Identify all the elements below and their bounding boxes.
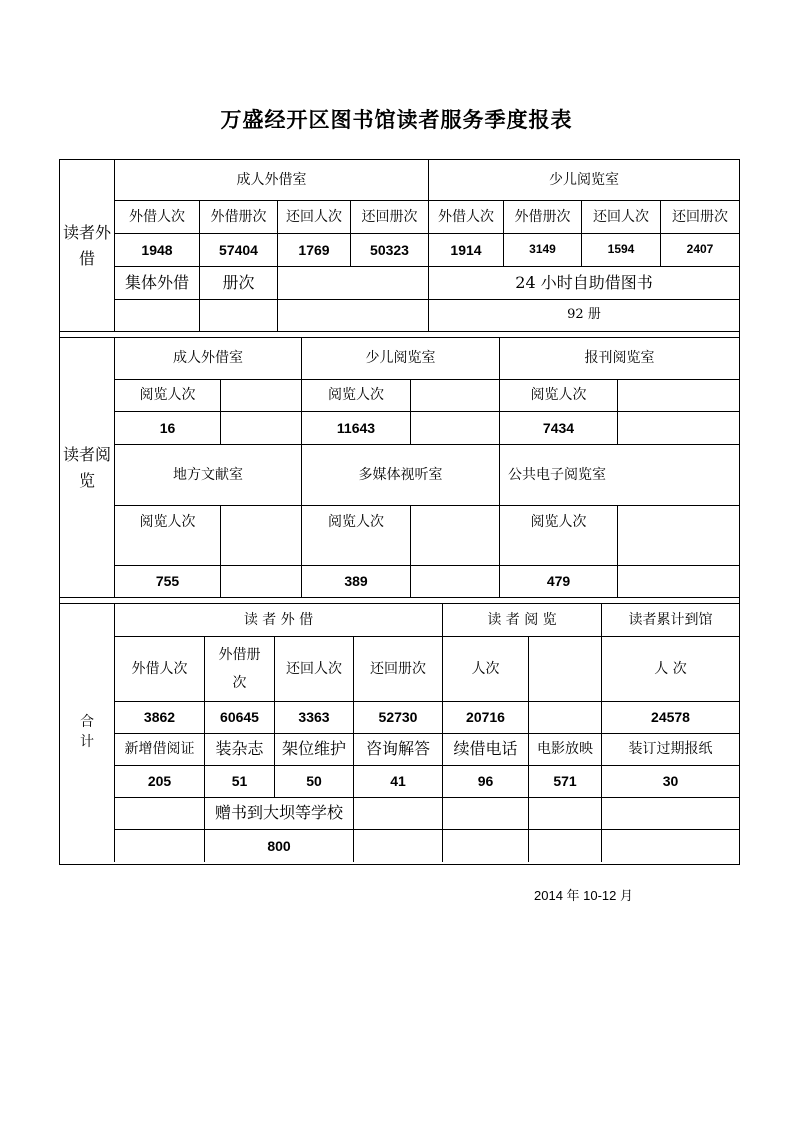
lending-col-header: 还回册次 xyxy=(361,208,418,225)
reading-metric-label: 阅览人次 xyxy=(139,513,196,530)
reading-room-header: 公共电子阅览室 xyxy=(508,466,606,483)
reading-metric-label: 阅览人次 xyxy=(530,387,587,404)
totals-value: 24578 xyxy=(651,709,690,726)
totals-visits-header: 读者累计到馆 xyxy=(628,611,713,628)
lending-value: 2407 xyxy=(686,242,714,257)
service-value: 51 xyxy=(231,773,248,790)
reading-value: 389 xyxy=(344,573,368,590)
report-title: 万盛经开区图书馆读者服务季度报表 xyxy=(220,107,573,132)
selfservice-label: 24 小时自助借图书 xyxy=(515,272,653,292)
reading-metric-label: 阅览人次 xyxy=(328,387,384,404)
lending-side-label: 读者外借 xyxy=(62,222,111,268)
totals-value: 60645 xyxy=(220,709,259,726)
children-reading-room-header: 少儿阅览室 xyxy=(549,171,619,188)
lending-value: 57404 xyxy=(219,241,258,258)
reading-room-header: 多媒体视听室 xyxy=(358,466,443,483)
reading-room-header: 成人外借室 xyxy=(173,350,243,367)
reading-value: 16 xyxy=(159,419,176,436)
totals-col-header: 还回册次 xyxy=(370,660,426,677)
reading-value: 755 xyxy=(155,573,180,590)
lending-value: 1769 xyxy=(298,241,330,258)
totals-reading-header: 读 者 阅 览 xyxy=(487,611,557,628)
lending-value: 50323 xyxy=(370,241,409,258)
reading-metric-label: 阅览人次 xyxy=(139,387,196,404)
totals-value xyxy=(529,702,601,733)
service-label: 架位维护 xyxy=(281,739,346,759)
lending-col-header: 外借人次 xyxy=(438,208,494,225)
lending-col-header: 还回册次 xyxy=(672,208,728,225)
lending-value: 3149 xyxy=(529,242,556,257)
totals-col-header xyxy=(529,637,601,701)
reading-room-header: 少儿阅览室 xyxy=(365,350,436,367)
service-value: 41 xyxy=(390,773,406,790)
reading-room-header: 地方文献室 xyxy=(173,466,243,483)
group-lending-unit: 册次 xyxy=(222,272,255,292)
totals-value: 52730 xyxy=(378,709,418,726)
service-value: 50 xyxy=(306,773,322,790)
totals-col-header: 人次 xyxy=(471,660,500,677)
lending-col-header: 外借人次 xyxy=(129,208,185,225)
totals-value: 3363 xyxy=(298,709,330,726)
service-label: 电影放映 xyxy=(537,741,593,758)
donation-value: 800 xyxy=(267,837,291,854)
donation-label: 赠书到大坝等学校 xyxy=(214,803,343,823)
selfservice-value: 92 册 xyxy=(567,307,601,323)
service-label: 续借电话 xyxy=(453,739,518,759)
totals-value: 3862 xyxy=(143,709,176,726)
report-period: 2014 年 10-12 月 xyxy=(534,888,634,903)
totals-value: 20716 xyxy=(466,709,505,726)
lending-col-header: 外借册次 xyxy=(514,208,571,225)
service-value: 571 xyxy=(553,773,577,790)
reading-side-label: 读者阅览 xyxy=(62,444,111,490)
service-label: 装订过期报纸 xyxy=(628,741,713,758)
lending-col-header: 还回人次 xyxy=(593,208,649,225)
service-label: 咨询解答 xyxy=(365,739,430,759)
totals-side-label: 合计 xyxy=(80,714,94,750)
reading-room-header: 报刊阅览室 xyxy=(584,350,655,367)
reading-metric-label: 阅览人次 xyxy=(328,513,384,530)
reading-metric-label: 阅览人次 xyxy=(530,513,587,530)
totals-col-header: 还回人次 xyxy=(286,660,342,677)
lending-value: 1914 xyxy=(450,241,482,258)
totals-col-header: 外借人次 xyxy=(131,660,188,677)
service-label: 装杂志 xyxy=(215,739,264,759)
lending-col-header: 还回人次 xyxy=(286,208,342,225)
group-lending-label: 集体外借 xyxy=(124,272,189,292)
totals-col-header: 外借册次 xyxy=(218,647,261,691)
lending-value: 1948 xyxy=(141,241,173,258)
totals-col-header: 人 次 xyxy=(654,660,687,677)
totals-lending-header: 读 者 外 借 xyxy=(243,611,314,628)
service-value: 30 xyxy=(662,773,679,790)
service-value: 96 xyxy=(477,773,494,790)
service-label: 新增借阅证 xyxy=(124,741,195,758)
lending-col-header: 外借册次 xyxy=(210,208,267,225)
service-value: 205 xyxy=(147,773,172,790)
reading-value: 7434 xyxy=(542,419,575,436)
adult-lending-room-header: 成人外借室 xyxy=(236,171,307,188)
lending-value: 1594 xyxy=(607,242,635,257)
reading-value: 11643 xyxy=(336,419,376,436)
reading-value: 479 xyxy=(546,573,571,590)
